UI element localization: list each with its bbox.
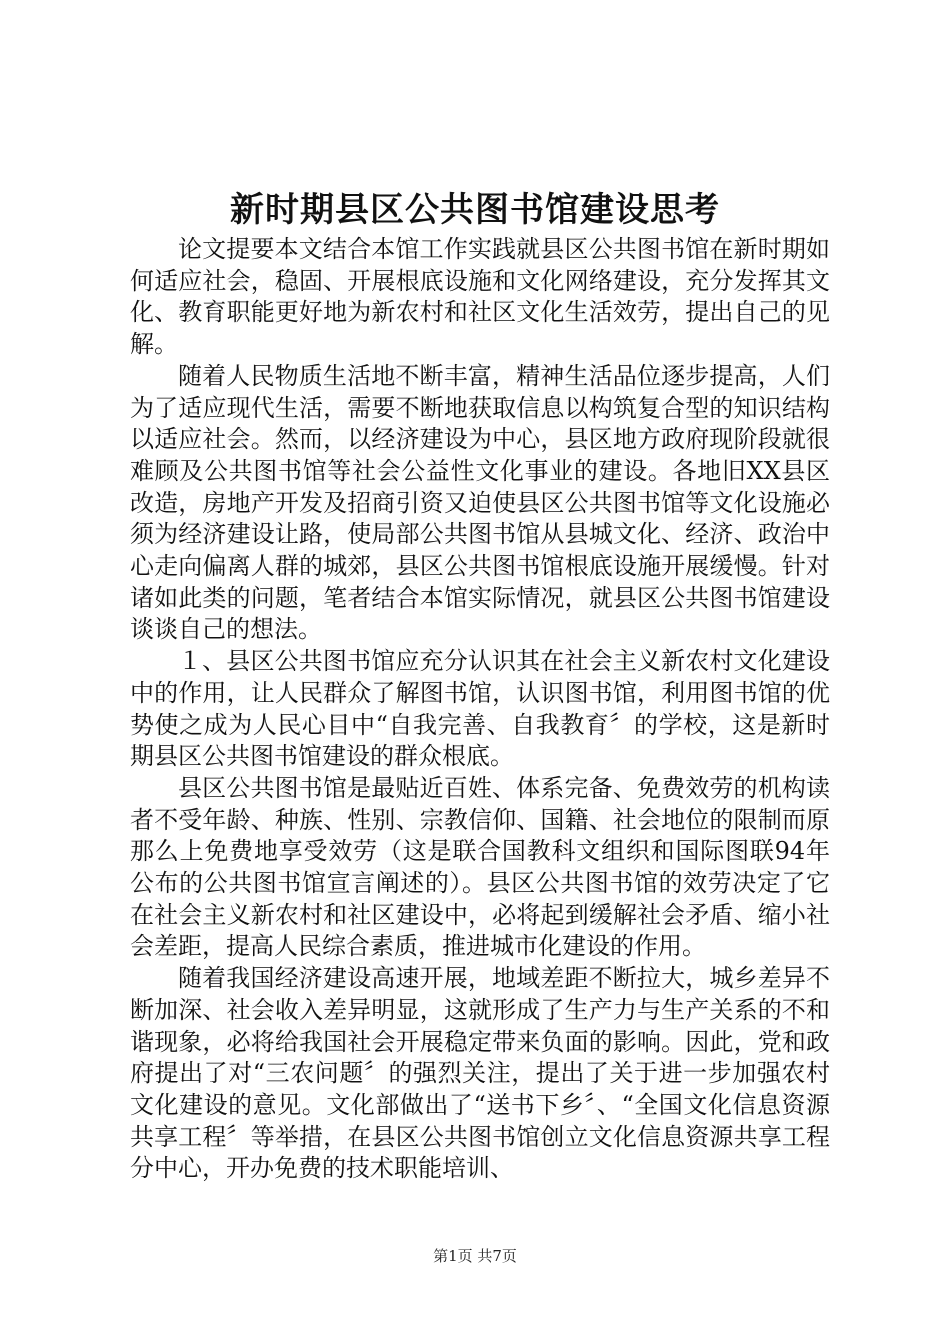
page-number-footer: 第1页 共7页 [433,1247,517,1265]
paragraph-background: 随着人民物质生活地不断丰富，精神生活品位逐步提高，人们为了适应现代生活，需要不断地获取信息以构筑复合型的知识结构以适应社会。然而，以经济建设为中心，县区地方政府现阶段就很难顾及公共图书馆等社会公益性文化事业的建设。各地旧XX县区改造，房地产开发及招商引资又迫使县区公共图书馆等文化设施必须为经济建设让路，使局部公共图书馆从县城文化、经济、政治中心走向偏离人群的城郊，县区公共图书馆根底设施开展缓慢。针对诸如此类的问题，笔者结合本馆实际情况，就县区公共图书馆建设谈谈自己的想法。 [130,361,830,644]
paragraph-point-1: １、县区公共图书馆应充分认识其在社会主义新农村文化建设中的作用，让人民群众了解图书馆，认识图书馆，利用图书馆的优势使之成为人民心目中“自我完善、自我教育〞的学校，这是新时期县区公共图书馆建设的群众根底。 [130,647,830,771]
document-body [130,234,830,1185]
paragraph-abstract: 论文提要本文结合本馆工作实践就县区公共图书馆在新时期如何适应社会，稳固、开展根底设施和文化网络建设，充分发挥其文化、教育职能更好地为新农村和社区文化生活效劳，提出自己的见解。 [130,235,830,359]
paragraph-rural-culture: 随着我国经济建设高速开展，地域差距不断拉大，城乡差异不断加深、社会收入差异明显，这就形成了生产力与生产关系的不和谐现象，必将给我国社会开展稳定带来负面的影响。因此，党和政府提出了对“三农问题〞的强烈关注，提出了关于进一步加强农村文化建设的意见。文化部做出了“送书下乡〞、“全国文化信息资源共享工程〞等举措，在县区公共图书馆创立文化信息资源共享工程分中心，开办免费的技术职能培训、 [130,964,830,1183]
paragraph-service-role: 县区公共图书馆是最贴近百姓、体系完备、免费效劳的机构读者不受年龄、种族、性别、宗教信仰、国籍、社会地位的限制而原那么上免费地享受效劳（这是联合国教科文组织和国际图联94年公布的公共图书馆宣言阐述的）。县区公共图书馆的效劳决定了它在社会主义新农村和社区建设中，必将起到缓解社会矛盾、缩小社会差距，提高人民综合素质，推进城市化建设的作用。 [130,773,830,961]
document-title: 新时期县区公共图书馆建设思考 [230,190,720,230]
